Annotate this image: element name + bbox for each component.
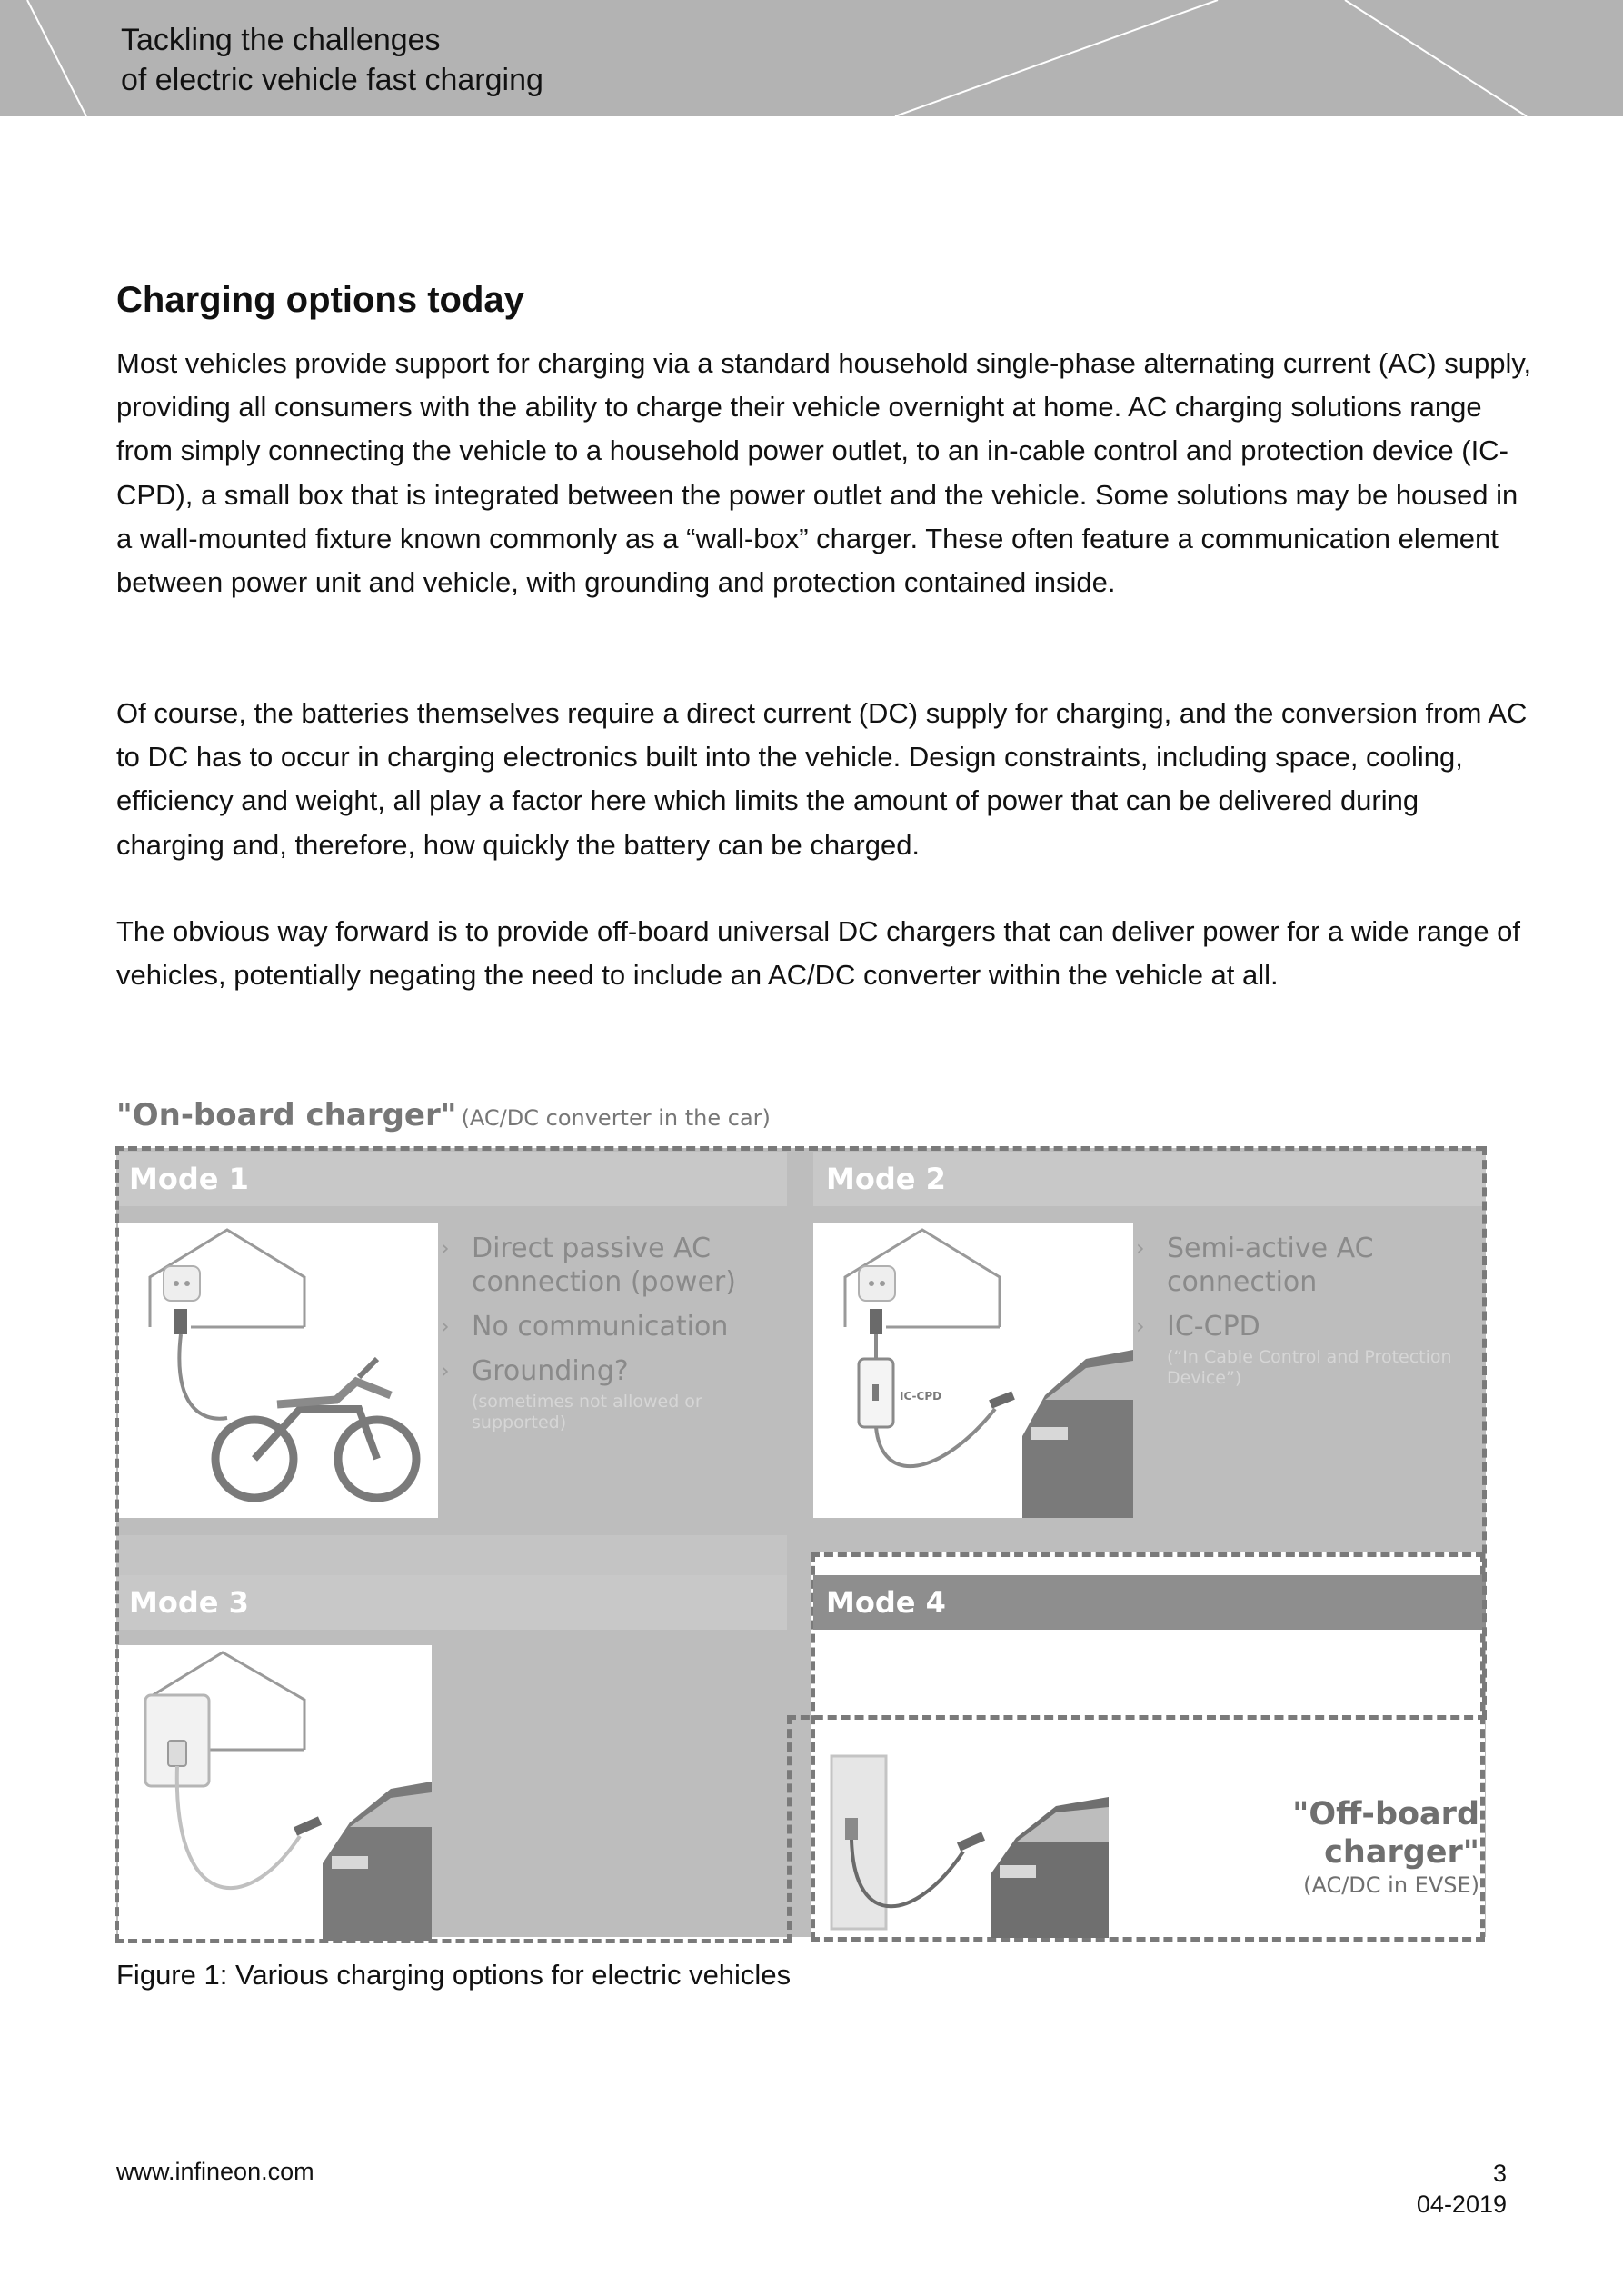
bullet-text: Direct passive AC connection (power) xyxy=(472,1233,736,1298)
chevron-right-icon: › xyxy=(441,1358,450,1383)
bullet-text: Semi-active AC connection xyxy=(1167,1233,1374,1298)
document-title xyxy=(121,20,543,100)
offboard-subtitle: (AC/DC in EVSE) xyxy=(1303,1872,1479,1898)
body-paragraph: Of course, the batteries themselves require a direct current (DC) supply for charging, and the conversion from AC to DC has to occur in charging electronics built into the vehicle. Design constraints, including space, cooling, efficiency and weight, all play a factor here which limits the amount of power that can be delivered during charging and, therefore, how quickly the battery can be charged. xyxy=(116,697,1528,861)
chevron-right-icon: › xyxy=(1136,1313,1145,1339)
iccpd-device-label: IC-CPD xyxy=(900,1390,942,1403)
figure-caption: Figure 1: Various charging options for electric vehicles xyxy=(116,1959,792,1991)
chevron-right-icon: › xyxy=(441,1313,450,1339)
page-number: 3 xyxy=(1492,2160,1507,2187)
mode2-note: (“In Cable Control and Protection Device”) xyxy=(1167,1347,1452,1388)
chevron-right-icon: › xyxy=(441,1235,450,1261)
onboard-dashed-border-step xyxy=(787,1715,1487,1720)
footer-website: www.infineon.com xyxy=(116,2158,314,2185)
onboard-dashed-border-right xyxy=(1482,1146,1487,1719)
bullet-text: IC-CPD xyxy=(1167,1311,1260,1343)
mode3-header: Mode 3 xyxy=(116,1575,787,1630)
body-paragraph: Most vehicles provide support for charging via a standard household single-phase alternating current (AC) supply, providing all consumers with the ability to charge their vehicle overnight at home. AC charging solutions range from simply connecting the vehicle to a household power outlet, to an in-cable control and protection device (IC-CPD), a small box that is integrated between the power outlet and the vehicle. Some solutions may be housed in a wall-mounted fixture known commonly as a “wall-box” charger. These often feature a communication element between power unit and vehicle, with grounding and protection contained inside. xyxy=(116,347,1532,599)
document-title-line2: of electric vehicle fast charging xyxy=(121,63,543,97)
body-paragraph: The obvious way forward is to provide off-board universal DC chargers that can deliver power for a wide range of vehicles, potentially negating the need to include an AC/DC converter within the vehicle at all. xyxy=(116,915,1521,992)
charging-modes-figure xyxy=(109,1095,1490,1950)
document-title-line1: Tackling the challenges xyxy=(121,23,441,57)
mode4-header: Mode 4 xyxy=(813,1575,1486,1630)
footer-meta xyxy=(1417,2158,1507,2220)
mode1-header: Mode 1 xyxy=(116,1152,787,1206)
mode1-note: (sometimes not allowed or supported) xyxy=(472,1392,702,1433)
onboard-charger-subtitle: (AC/DC converter in the car) xyxy=(461,1105,771,1131)
bullet-text: Grounding? xyxy=(472,1355,629,1387)
offboard-title-line1: "Off-board xyxy=(1292,1796,1479,1832)
chevron-right-icon: › xyxy=(1136,1235,1145,1261)
mode2-header: Mode 2 xyxy=(813,1152,1486,1206)
onboard-dashed-border-bottom xyxy=(115,1939,792,1943)
page-header xyxy=(0,0,1623,116)
onboard-charger-title xyxy=(116,1097,771,1133)
document-date: 04-2019 xyxy=(1416,2191,1507,2218)
onboard-dashed-border-step xyxy=(787,1715,792,1943)
onboard-charger-label: "On-board charger" xyxy=(116,1097,457,1133)
section-heading: Charging options today xyxy=(116,280,524,320)
bullet-text: No communication xyxy=(472,1311,729,1343)
offboard-title-line2: charger" xyxy=(1324,1834,1479,1871)
onboard-dashed-border xyxy=(115,1146,1485,1943)
